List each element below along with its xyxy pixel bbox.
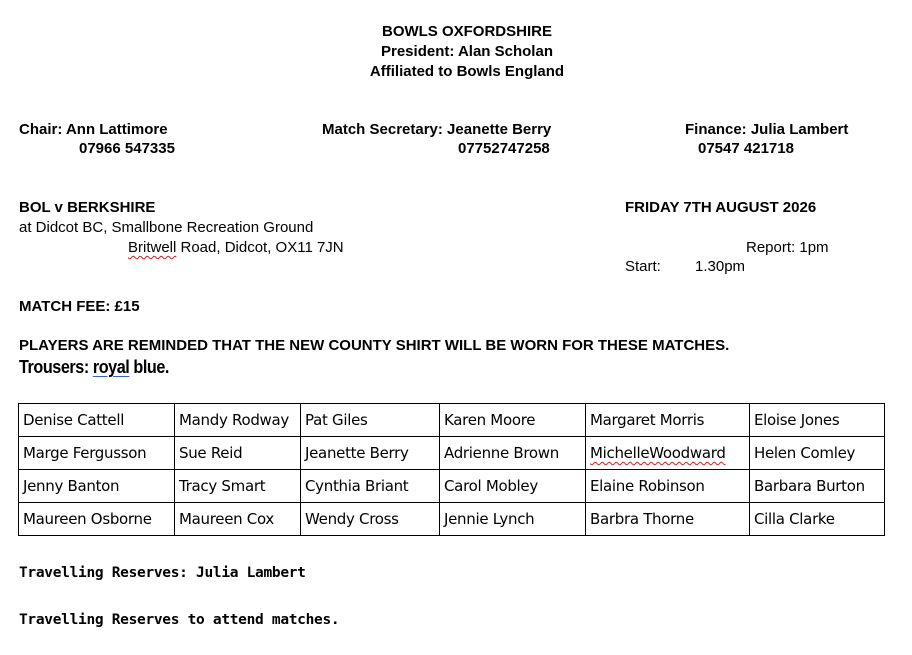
- org-title: BOWLS OXFORDSHIRE: [381, 23, 552, 40]
- trousers-rest: blue.: [129, 357, 169, 377]
- chair-label: Chair: Ann Lattimore: [19, 121, 168, 138]
- player-cell: Carol Mobley: [440, 470, 586, 503]
- finance-label: Finance: Julia Lambert: [685, 121, 849, 138]
- player-cell: Margaret Morris: [586, 404, 750, 437]
- chair-phone: 07966 547335: [79, 140, 175, 157]
- player-cell: Maureen Osborne: [19, 503, 175, 536]
- trousers-colour: royal: [92, 357, 130, 377]
- table-row: [19, 404, 885, 437]
- match-fee: MATCH FEE: £15: [19, 298, 140, 315]
- affiliation-line: Affiliated to Bowls England: [369, 63, 565, 80]
- report-time: Report: 1pm: [746, 239, 829, 256]
- player-cell: Jenny Banton: [19, 470, 175, 503]
- shirt-notice: PLAYERS ARE REMINDED THAT THE NEW COUNTY SHIRT WILL BE WORN FOR THESE MATCHES.: [19, 337, 730, 354]
- player-cell: Tracy Smart: [175, 470, 301, 503]
- player-cell: Sue Reid: [175, 437, 301, 470]
- table-row: [19, 437, 885, 470]
- player-cell: Cynthia Briant: [301, 470, 440, 503]
- venue-address-rest: Road, Didcot, OX11 7JN: [176, 239, 344, 256]
- player-cell: Pat Giles: [301, 404, 440, 437]
- player-cell: Elaine Robinson: [586, 470, 750, 503]
- start-label: Start:: [625, 258, 661, 275]
- player-cell: Mandy Rodway: [175, 404, 301, 437]
- table-row: [19, 470, 885, 503]
- secretary-phone: 07752747258: [458, 140, 550, 157]
- player-cell: Jennie Lynch: [440, 503, 586, 536]
- player-cell: Wendy Cross: [301, 503, 440, 536]
- trousers-notice: [19, 358, 169, 376]
- player-cell: Marge Fergusson: [19, 437, 175, 470]
- venue-road-word: Britwell: [128, 239, 177, 256]
- table-row: [19, 503, 885, 536]
- player-cell: Helen Comley: [750, 437, 885, 470]
- reserves-line: Travelling Reserves: Julia Lambert: [19, 565, 306, 581]
- player-cell: Maureen Cox: [175, 503, 301, 536]
- player-cell: Adrienne Brown: [440, 437, 586, 470]
- player-cell: Barbra Thorne: [586, 503, 750, 536]
- player-cell: Barbara Burton: [750, 470, 885, 503]
- secretary-label: Match Secretary: Jeanette Berry: [322, 121, 552, 138]
- player-cell: Denise Cattell: [19, 404, 175, 437]
- player-cell: Cilla Clarke: [750, 503, 885, 536]
- start-time: 1.30pm: [695, 258, 746, 275]
- player-cell: Jeanette Berry: [301, 437, 440, 470]
- player-cell: MichelleWoodward: [586, 437, 750, 470]
- reserves-note: Travelling Reserves to attend matches.: [19, 612, 340, 628]
- players-table: [18, 403, 885, 536]
- match-title: BOL v BERKSHIRE: [19, 199, 156, 216]
- player-cell: Karen Moore: [440, 404, 586, 437]
- player-cell: Eloise Jones: [750, 404, 885, 437]
- finance-phone: 07547 421718: [698, 140, 794, 157]
- president-line: President: Alan Scholan: [381, 43, 553, 60]
- venue-line-2: [128, 239, 344, 257]
- venue-line-1: at Didcot BC, Smallbone Recreation Ground: [19, 219, 314, 236]
- match-date: FRIDAY 7TH AUGUST 2026: [625, 199, 817, 216]
- trousers-label: Trousers:: [19, 357, 89, 377]
